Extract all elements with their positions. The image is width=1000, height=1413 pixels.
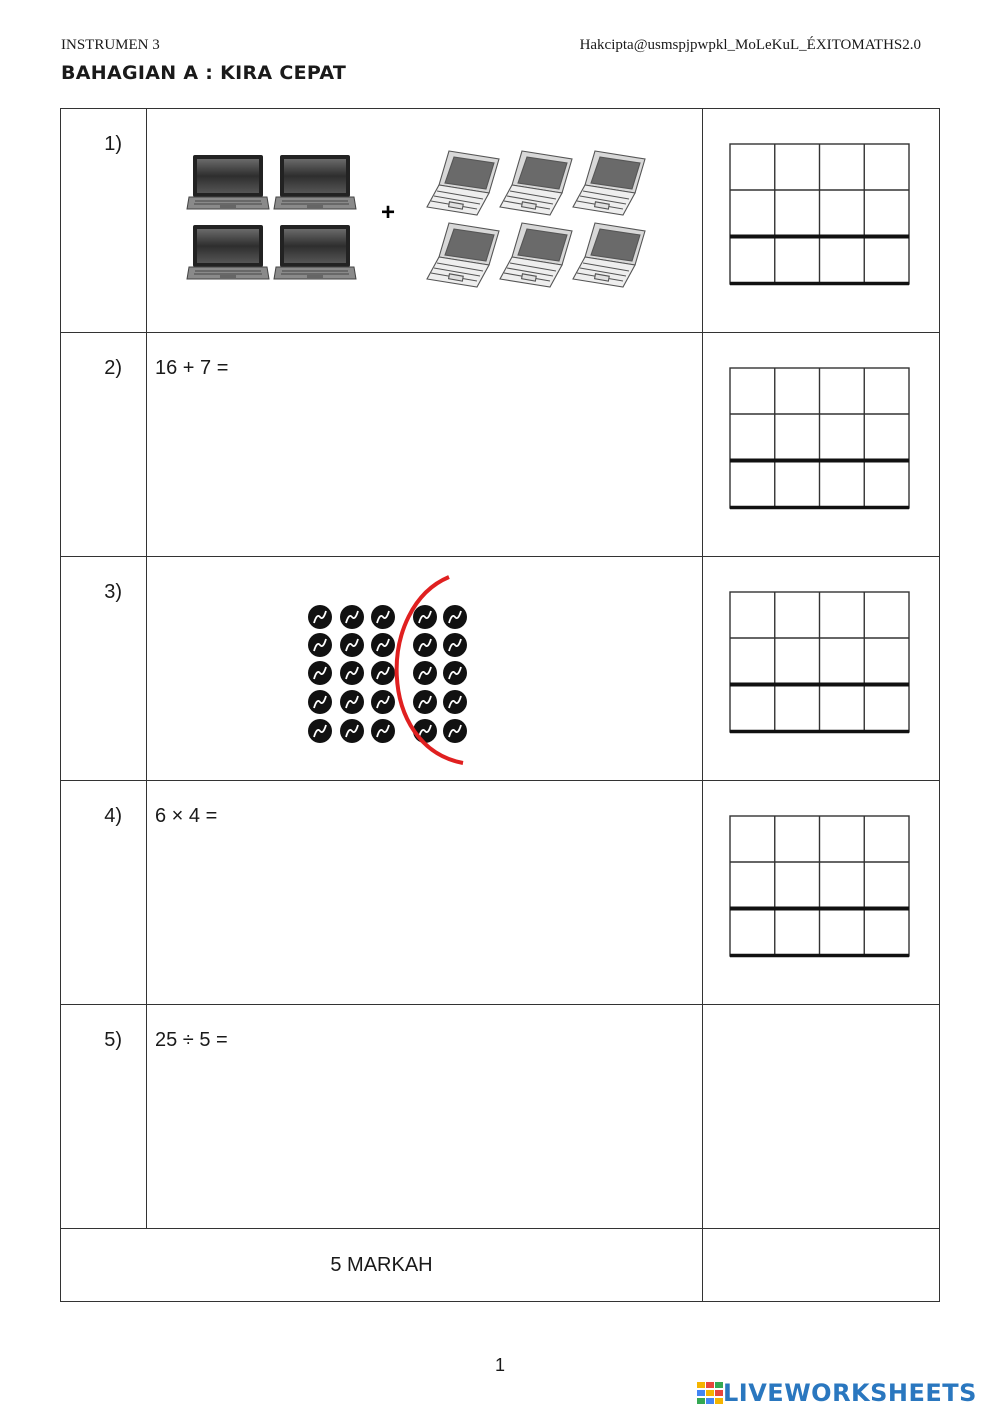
header-instrument: INSTRUMEN 3 [61,37,160,53]
laptop-outline-icon [427,151,645,287]
plus-sign: + [380,199,396,226]
laptop-addition-image [147,109,702,332]
question-row-3 [61,557,940,781]
question-row-1 [61,109,940,333]
question-text: 6 × 4 = [155,805,218,827]
dot-array-image [147,557,702,780]
question-number: 1) [104,133,122,155]
marks-label: 5 MARKAH [61,1229,703,1302]
header-copyright: Hakcipta@usmspjpwpkl_MoLeKuL_ÉXITOMATHS2.0 [579,37,921,53]
marks-box[interactable] [703,1229,940,1302]
question-row-4 [61,781,940,1005]
answer-grid[interactable] [729,815,911,959]
marks-row [61,1229,940,1302]
answer-area[interactable] [703,1005,940,1229]
answer-grid[interactable] [729,367,911,511]
worksheet-table [60,108,940,1302]
question-row-5 [61,1005,940,1229]
question-number: 2) [104,357,122,379]
question-text: 25 ÷ 5 = [155,1029,228,1051]
answer-grid[interactable] [729,143,911,287]
liveworksheets-logo-icon [697,1382,723,1404]
question-number: 5) [104,1029,122,1051]
laptop-icon [187,155,356,279]
liveworksheets-wordmark: LIVEWORKSHEETS [723,1379,977,1407]
question-number: 4) [104,805,122,827]
question-row-2 [61,333,940,557]
answer-grid[interactable] [729,591,911,735]
page-number: 1 [494,1355,505,1375]
liveworksheets-logo[interactable] [697,1379,977,1407]
question-number: 3) [104,581,122,603]
dot-array [308,605,467,743]
section-title: BAHAGIAN A : KIRA CEPAT [61,62,347,84]
question-text: 16 + 7 = [155,357,229,379]
